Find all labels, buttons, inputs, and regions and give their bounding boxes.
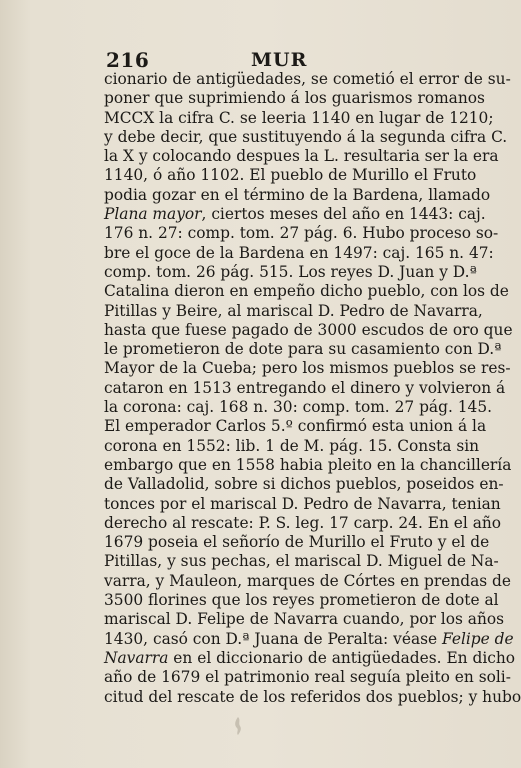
- text-segment: 176 n. 27: comp. tom. 27 pág. 6. Hubo proceso so-: [104, 224, 499, 243]
- text-segment: cataron en 1513 entregando el dinero y volvieron á: [104, 378, 506, 397]
- page-number: 216: [106, 48, 150, 72]
- text-segment: 1679 poseia el señorío de Murillo el Fruto y el de: [104, 533, 490, 552]
- text-line: [104, 166, 477, 185]
- text-line: [104, 687, 521, 707]
- text-segment: Catalina dieron en empeño dicho pueblo, con los de: [104, 282, 509, 301]
- text-segment: 1430, casó con D.ª Juana de Peralta: véase: [104, 629, 443, 648]
- text-line: [104, 648, 516, 668]
- text-line: [104, 417, 487, 436]
- text-line: [104, 552, 499, 571]
- text-line: [104, 455, 512, 475]
- text-line: [104, 591, 499, 610]
- text-segment: en el diccionario de antigüedades. En dicho: [168, 648, 516, 667]
- ink-mark-ornament: [232, 716, 244, 736]
- text-segment: de Valladolid, sobre si dichos pueblos, poseidos en-: [104, 475, 504, 494]
- text-line: [104, 89, 485, 108]
- italic-text: Felipe de: [442, 629, 514, 648]
- text-line: [104, 224, 499, 243]
- text-segment: Pitillas, y sus pechas, el mariscal D. Miguel de Na-: [104, 552, 499, 571]
- text-segment: poner que suprimiendo á los guarismos romanos: [104, 89, 485, 108]
- text-segment: , ciertos meses del año en 1443: caj.: [201, 205, 486, 224]
- text-segment: bre el goce de la Bardena en 1497: caj. 165 n. 47:: [104, 243, 494, 262]
- text-segment: 3500 florines que los reyes prometieron de dote al: [104, 591, 499, 610]
- text-segment: 1140, ó año 1102. El pueblo de Murillo el Fruto: [104, 166, 477, 185]
- text-segment: varra, y Mauleon, marques de Córtes en prendas de: [104, 571, 512, 590]
- text-line: [104, 185, 491, 205]
- body-text: [104, 70, 521, 707]
- text-line: [104, 301, 483, 321]
- text-line: [104, 127, 508, 147]
- text-line: [104, 320, 513, 340]
- text-line: [104, 262, 477, 282]
- text-line: [104, 475, 504, 494]
- italic-text: Plana mayor: [104, 205, 202, 224]
- text-line: [104, 282, 509, 301]
- text-line: [104, 340, 502, 359]
- text-segment: año de 1679 el patrimonio real seguía pleito en soli-: [104, 668, 511, 687]
- text-segment: podia gozar en el término de la Bardena, llamado: [104, 185, 491, 204]
- italic-text: Navarra: [104, 648, 169, 667]
- text-line: [104, 668, 511, 687]
- text-segment: derecho al rescate: P. S. leg. 17 carp. 24. En el año: [104, 513, 502, 532]
- text-line: [104, 610, 505, 629]
- text-line: [104, 398, 492, 417]
- text-line: [104, 436, 480, 456]
- text-segment: citud del rescate de los referidos dos pueblos; y hubo: [104, 687, 521, 706]
- text-segment: cionario de antigüedades, se cometió el error de su-: [104, 70, 511, 88]
- page-header: [106, 48, 458, 72]
- text-segment: y debe decir, que sustituyendo á la segunda cifra C.: [104, 127, 508, 146]
- text-segment: le prometieron de dote para su casamiento con D.ª: [104, 340, 502, 359]
- text-segment: la corona: caj. 168 n. 30: comp. tom. 27 pág. 145.: [104, 398, 492, 417]
- text-segment: MCCX la cifra C. se leeria 1140 en lugar de 1210;: [104, 108, 494, 127]
- text-segment: corona en 1552: lib. 1 de M. pág. 15. Consta sin: [104, 436, 480, 455]
- text-segment: la X y colocando despues la L. resultaria ser la era: [104, 147, 499, 166]
- text-segment: El emperador Carlos 5.º confirmó esta union á la: [104, 417, 487, 436]
- text-line: [104, 571, 512, 591]
- text-line: [104, 629, 514, 649]
- text-line: [104, 205, 486, 224]
- text-line: [104, 494, 501, 514]
- text-segment: hasta que fuese pagado de 3000 escudos de oro que: [104, 320, 513, 339]
- text-line: [104, 378, 506, 398]
- text-segment: Pitillas y Beire, al mariscal D. Pedro de Navarra,: [104, 301, 483, 320]
- text-line: [104, 108, 494, 128]
- text-segment: comp. tom. 26 pág. 515. Los reyes D. Juan y D.ª: [104, 262, 477, 281]
- text-line: [104, 533, 490, 552]
- text-segment: embargo que en 1558 habia pleito en la chancillería: [104, 455, 512, 474]
- text-line: [104, 359, 511, 378]
- text-line: [104, 70, 511, 89]
- text-segment: tonces por el mariscal D. Pedro de Navarra, tenian: [104, 494, 501, 513]
- text-segment: Mayor de la Cueba; pero los mismos pueblos se res-: [104, 359, 511, 378]
- text-line: [104, 147, 499, 166]
- text-line: [104, 513, 502, 533]
- running-head: MUR: [251, 49, 308, 71]
- text-segment: mariscal D. Felipe de Navarra cuando, por los años: [104, 610, 505, 629]
- text-line: [104, 243, 494, 263]
